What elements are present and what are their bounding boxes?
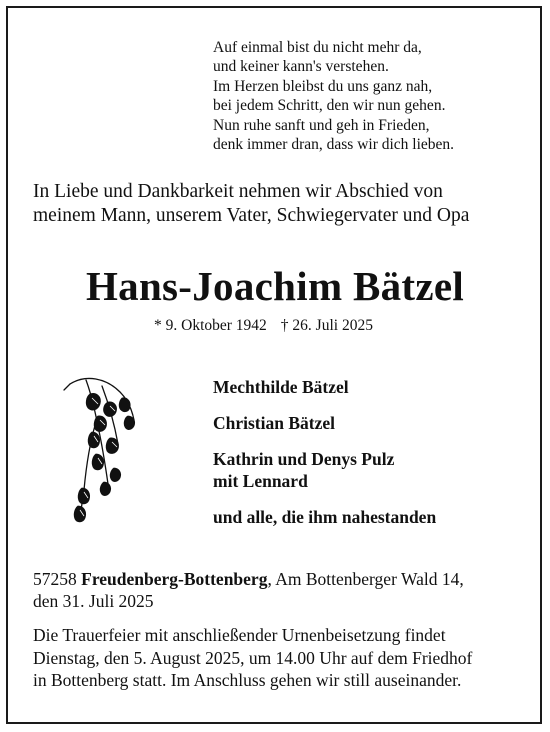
poem-line: bei jedem Schritt, den wir nun gehen. [213, 97, 446, 115]
death-date: † 26. Juli 2025 [280, 317, 373, 334]
service-line: in Bottenberg statt. Im Anschluss gehen wir still auseinander. [33, 670, 462, 690]
poem-line: Nun ruhe sanft und geh in Frieden, [213, 116, 430, 134]
mourner-daughter: Kathrin und Denys Pulz [213, 449, 395, 469]
mourner-others: und alle, die ihm nahestanden [213, 507, 437, 527]
poem [213, 38, 454, 154]
address-line [33, 568, 464, 590]
mourner-wife: Mechthilde Bätzel [213, 377, 349, 397]
poem-line: Auf einmal bist du nicht mehr da, [213, 39, 422, 56]
poem-line: und keiner kann's verstehen. [213, 58, 389, 76]
mourner-address [33, 568, 464, 612]
service-line: Dienstag, den 5. August 2025, um 14.00 Uhr auf dem Friedhof [33, 647, 473, 668]
address-town: Freudenberg-Bottenberg [81, 569, 268, 589]
mourner-grandchild: mit Lennard [213, 471, 308, 491]
poem-line: denk immer dran, dass wir dich lieben. [213, 136, 455, 154]
intro-line: In Liebe und Dankbarkeit nehmen wir Abschied von [33, 181, 443, 202]
birch-branch-icon [56, 372, 140, 528]
intro-line: meinem Mann, unserem Vater, Schwiegervater und Opa [33, 205, 470, 226]
service-line: Die Trauerfeier mit anschließender Urnenbeisetzung findet [33, 625, 446, 645]
poem-line: Im Herzen bleibst du uns ganz nah, [213, 77, 433, 95]
life-dates [154, 317, 373, 335]
address-street: , Am Bottenberger Wald 14, [267, 569, 464, 589]
funeral-service-info [33, 624, 472, 692]
mourner-son: Christian Bätzel [213, 413, 336, 433]
deceased-name: Hans-Joachim Bätzel [85, 263, 465, 309]
farewell-intro [33, 180, 469, 228]
address-zip: 57258 [33, 569, 77, 589]
birth-date: * 9. Oktober 1942 [154, 317, 267, 334]
address-date: den 31. Juli 2025 [33, 591, 154, 611]
